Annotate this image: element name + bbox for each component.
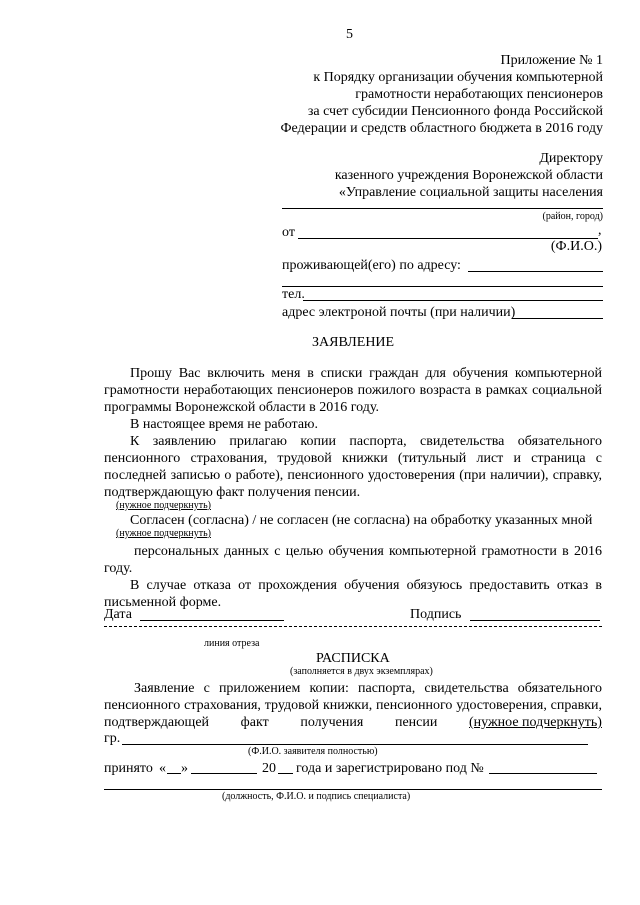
year-field[interactable] bbox=[278, 773, 293, 774]
statement-text: подтверждающую факт получения пенсии. bbox=[104, 485, 361, 500]
addressee-line: казенного учреждения Воронежской области bbox=[334, 168, 603, 183]
district-field[interactable] bbox=[282, 208, 603, 209]
receipt-word: получения bbox=[300, 715, 364, 730]
year-suffix: года и зарегистрировано под № bbox=[296, 761, 484, 776]
statement-title: ЗАЯВЛЕНИЕ bbox=[312, 335, 395, 350]
email-label: адрес электроной почты (при наличии) bbox=[282, 305, 516, 320]
from-label: от bbox=[282, 225, 295, 240]
statement-text: грамотности неработающих пенсионеров пожилого возраста в рамках социальной bbox=[104, 383, 602, 398]
statement-text: персональных данных с целью обучения компьютерной грамотности в 2016 bbox=[134, 544, 602, 559]
applicant-hint: (Ф.И.О. заявителя полностью) bbox=[248, 746, 378, 757]
receipt-text: пенсионного страхования, трудовой книжки, пенсионного удостоверения, справки, bbox=[104, 698, 602, 713]
receipt-word: пенсии bbox=[394, 715, 438, 730]
registration-number-field[interactable] bbox=[489, 773, 597, 774]
cut-line-label: линия отреза bbox=[204, 638, 260, 649]
statement-text: В настоящее время не работаю. bbox=[130, 417, 319, 432]
specialist-hint: (должность, Ф.И.О. и подпись специалиста) bbox=[222, 791, 411, 802]
receipt-word: подтверждающей bbox=[104, 715, 210, 730]
receipt-text-line bbox=[104, 714, 602, 731]
statement-text: письменной форме. bbox=[104, 595, 222, 610]
statement-text: пенсионного страхования, трудовой книжки (титульный лист и страница с bbox=[104, 451, 602, 466]
underline-note: (нужное подчеркнуть) bbox=[469, 715, 602, 730]
fio-hint: (Ф.И.О.) bbox=[550, 239, 602, 254]
consent-text[interactable]: Согласен (согласна) / не согласен (не согласна) на обработку указанных мной bbox=[130, 513, 593, 528]
appendix-line: за счет субсидии Пенсионного фонда Российской bbox=[307, 104, 603, 119]
receipt-title: РАСПИСКА bbox=[316, 651, 390, 666]
appendix-title: Приложение № 1 bbox=[500, 53, 603, 68]
date-label: Дата bbox=[104, 607, 132, 622]
district-hint: (район, город) bbox=[542, 211, 603, 222]
receipt-word: факт bbox=[240, 715, 269, 730]
statement-text: программы Воронежской области в 2016 году. bbox=[104, 400, 379, 415]
month-field[interactable] bbox=[191, 773, 257, 774]
statement-text: году. bbox=[104, 561, 133, 576]
day-quote-open: « bbox=[159, 761, 166, 776]
statement-text: В случае отказа от прохождения обучения обязуюсь предоставить отказ в bbox=[130, 578, 602, 593]
day-quote-close: » bbox=[181, 761, 188, 776]
page-number: 5 bbox=[346, 27, 353, 42]
appendix-line: Федерации и средств областного бюджета в 2016 году bbox=[280, 121, 603, 136]
phone-label: тел. bbox=[282, 287, 305, 302]
addressee-line: Директору bbox=[539, 151, 603, 166]
statement-text: К заявлению прилагаю копии паспорта, свидетельства обязательного bbox=[130, 434, 602, 449]
address-field[interactable] bbox=[468, 271, 603, 272]
day-field[interactable] bbox=[167, 773, 181, 774]
underline-note: (нужное подчеркнуть) bbox=[116, 528, 211, 539]
address-field-2[interactable] bbox=[282, 286, 603, 287]
appendix-line: грамотности неработающих пенсионеров bbox=[355, 87, 603, 102]
email-field[interactable] bbox=[512, 318, 603, 319]
from-comma: , bbox=[598, 223, 602, 238]
receipt-subtitle: (заполняется в двух экземплярах) bbox=[290, 666, 433, 677]
addressee-line: «Управление социальной защиты населения bbox=[338, 185, 603, 200]
specialist-field[interactable] bbox=[104, 789, 602, 790]
phone-field[interactable] bbox=[303, 300, 603, 301]
address-label: проживающей(его) по адресу: bbox=[282, 258, 461, 273]
gr-label: гр. bbox=[104, 731, 121, 746]
signature-label: Подпись bbox=[410, 607, 462, 622]
statement-text: Прошу Вас включить меня в списки граждан для обучения компьютерной bbox=[130, 366, 602, 381]
receipt-text: Заявление с приложением копии: паспорта, свидетельства обязательного bbox=[134, 681, 602, 696]
accepted-label: принято bbox=[104, 761, 153, 776]
year-prefix: 20 bbox=[262, 761, 276, 776]
appendix-line: к Порядку организации обучения компьютерной bbox=[313, 70, 603, 85]
cut-line bbox=[104, 626, 602, 627]
date-field[interactable] bbox=[140, 620, 284, 621]
statement-text: последней записью о работе), пенсионного удостоверения (при наличии), справку, bbox=[104, 468, 602, 483]
applicant-field[interactable] bbox=[122, 744, 588, 745]
signature-field[interactable] bbox=[470, 620, 600, 621]
underline-note: (нужное подчеркнуть) bbox=[116, 500, 211, 511]
